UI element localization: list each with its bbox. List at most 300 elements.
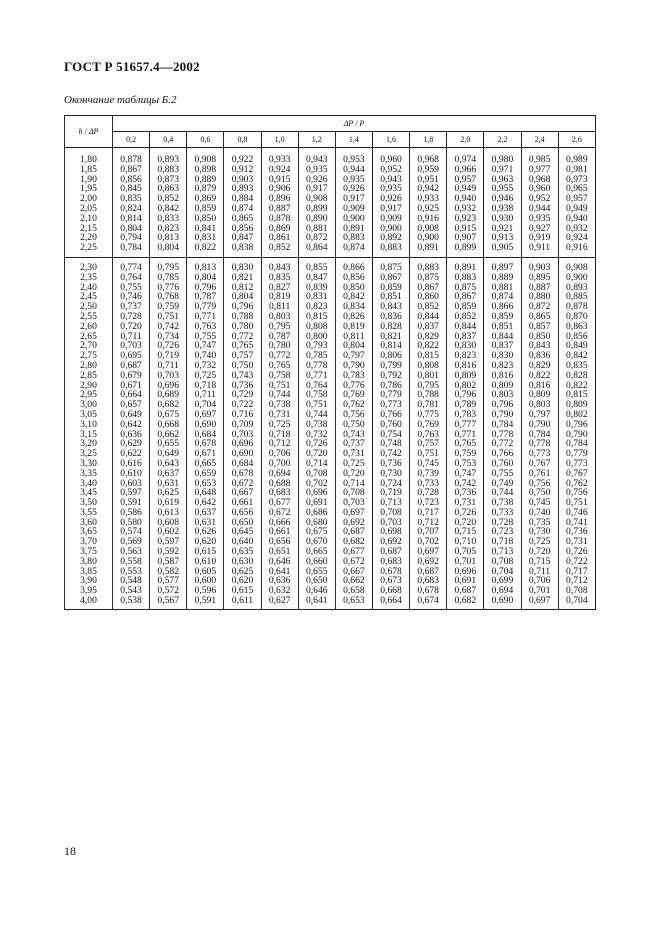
value-cell: 0,814	[113, 214, 150, 224]
value-cell: 0,660	[298, 557, 335, 567]
value-cell: 0,690	[484, 596, 521, 609]
value-cell: 0,852	[447, 312, 484, 322]
value-cell: 0,655	[150, 439, 187, 449]
value-cell: 0,682	[447, 596, 484, 609]
row-label-cell: 3,70	[65, 537, 113, 547]
value-cell: 0,865	[521, 312, 558, 322]
value-cell: 0,804	[113, 224, 150, 234]
value-cell: 0,762	[558, 479, 595, 489]
value-cell: 0,926	[372, 194, 409, 204]
value-cell: 0,899	[447, 243, 484, 257]
value-cell: 0,926	[335, 184, 372, 194]
row-label-cell: 3,10	[65, 420, 113, 430]
value-cell: 0,707	[410, 527, 447, 537]
value-cell: 0,680	[298, 518, 335, 528]
value-cell: 0,899	[298, 204, 335, 214]
value-cell: 0,622	[113, 449, 150, 459]
value-cell: 0,658	[335, 586, 372, 596]
value-cell: 0,678	[187, 439, 224, 449]
value-cell: 0,889	[484, 273, 521, 283]
value-cell: 0,903	[224, 175, 261, 185]
value-cell: 0,803	[484, 390, 521, 400]
value-cell: 0,692	[410, 557, 447, 567]
value-cell: 0,774	[113, 257, 150, 272]
value-cell: 0,857	[521, 322, 558, 332]
value-cell: 0,677	[261, 498, 298, 508]
value-cell: 0,813	[187, 257, 224, 272]
value-cell: 0,742	[150, 322, 187, 332]
value-cell: 0,811	[261, 302, 298, 312]
value-cell: 0,852	[410, 302, 447, 312]
value-cell: 0,649	[113, 410, 150, 420]
value-cell: 0,917	[335, 194, 372, 204]
value-cell: 0,704	[484, 567, 521, 577]
value-cell: 0,591	[187, 596, 224, 609]
value-cell: 0,678	[372, 567, 409, 577]
value-cell: 0,900	[558, 273, 595, 283]
value-cell: 0,767	[558, 469, 595, 479]
value-cell: 0,765	[447, 439, 484, 449]
value-cell: 0,893	[224, 184, 261, 194]
value-cell: 0,723	[410, 498, 447, 508]
value-cell: 0,710	[447, 537, 484, 547]
row-label-cell: 3,80	[65, 557, 113, 567]
value-cell: 0,797	[521, 410, 558, 420]
value-cell: 0,779	[372, 390, 409, 400]
row-label-cell: 2,25	[65, 243, 113, 257]
value-cell: 0,747	[447, 469, 484, 479]
value-cell: 0,828	[558, 371, 595, 381]
value-cell: 0,960	[521, 184, 558, 194]
value-cell: 0,908	[558, 257, 595, 272]
value-cell: 0,842	[558, 351, 595, 361]
value-cell: 0,642	[187, 498, 224, 508]
value-cell: 0,671	[113, 381, 150, 391]
table-row	[65, 194, 596, 204]
value-cell: 0,830	[224, 257, 261, 272]
row-label-cell: 3,50	[65, 498, 113, 508]
value-cell: 0,642	[113, 420, 150, 430]
value-cell: 0,747	[187, 341, 224, 351]
value-cell: 0,856	[335, 273, 372, 283]
value-cell: 0,842	[150, 204, 187, 214]
value-cell: 0,748	[372, 439, 409, 449]
value-cell: 0,764	[298, 381, 335, 391]
value-cell: 0,915	[261, 175, 298, 185]
value-cell: 0,750	[335, 420, 372, 430]
value-cell: 0,733	[484, 508, 521, 518]
row-label-cell: 1,85	[65, 165, 113, 175]
value-cell: 0,656	[224, 508, 261, 518]
value-cell: 0,809	[558, 400, 595, 410]
value-cell: 0,865	[224, 214, 261, 224]
value-cell: 0,708	[298, 469, 335, 479]
value-cell: 0,881	[298, 224, 335, 234]
value-cell: 0,577	[150, 576, 187, 586]
value-cell: 0,959	[410, 165, 447, 175]
value-cell: 0,678	[224, 469, 261, 479]
value-cell: 0,756	[335, 410, 372, 420]
value-cell: 0,968	[521, 175, 558, 185]
value-cell: 0,779	[187, 302, 224, 312]
value-cell: 0,921	[484, 224, 521, 234]
value-cell: 0,718	[261, 430, 298, 440]
value-cell: 0,839	[298, 283, 335, 293]
row-label-cell: 2,05	[65, 204, 113, 214]
value-cell: 0,700	[261, 459, 298, 469]
table-row	[65, 184, 596, 194]
value-cell: 0,625	[224, 567, 261, 577]
table-row	[65, 257, 596, 272]
value-cell: 0,728	[113, 312, 150, 322]
group-header: ΔP / P	[113, 116, 596, 132]
value-cell: 0,687	[372, 547, 409, 557]
value-cell: 0,844	[410, 312, 447, 322]
value-cell: 0,960	[372, 148, 409, 165]
table-row	[65, 292, 596, 302]
value-cell: 0,637	[150, 469, 187, 479]
value-cell: 0,905	[484, 243, 521, 257]
value-cell: 0,788	[410, 390, 447, 400]
table-row	[65, 488, 596, 498]
value-cell: 0,726	[298, 439, 335, 449]
value-cell: 0,760	[372, 420, 409, 430]
value-cell: 0,874	[224, 204, 261, 214]
value-cell: 0,714	[298, 459, 335, 469]
value-cell: 0,698	[372, 527, 409, 537]
value-cell: 0,702	[298, 479, 335, 489]
value-cell: 0,844	[484, 332, 521, 342]
value-cell: 0,613	[150, 508, 187, 518]
row-label-cell: 2,90	[65, 381, 113, 391]
value-cell: 0,843	[261, 257, 298, 272]
table-row	[65, 586, 596, 596]
value-cell: 0,615	[224, 586, 261, 596]
value-cell: 0,720	[335, 469, 372, 479]
value-cell: 0,859	[484, 312, 521, 322]
table-row	[65, 498, 596, 508]
value-cell: 0,855	[298, 257, 335, 272]
value-cell: 0,664	[113, 390, 150, 400]
value-cell: 0,703	[150, 371, 187, 381]
value-cell: 0,946	[484, 194, 521, 204]
table-row	[65, 400, 596, 410]
value-cell: 0,543	[113, 586, 150, 596]
value-cell: 0,837	[447, 332, 484, 342]
value-cell: 0,892	[372, 233, 409, 243]
value-cell: 0,682	[150, 400, 187, 410]
value-cell: 0,651	[261, 547, 298, 557]
value-cell: 0,729	[224, 390, 261, 400]
value-cell: 0,667	[224, 488, 261, 498]
value-cell: 0,736	[558, 527, 595, 537]
value-cell: 0,784	[558, 439, 595, 449]
value-cell: 0,859	[187, 204, 224, 214]
value-cell: 0,716	[224, 410, 261, 420]
value-cell: 0,603	[113, 479, 150, 489]
value-cell: 0,838	[224, 243, 261, 257]
row-label-header: h / ΔP	[65, 116, 113, 148]
value-cell: 0,703	[113, 341, 150, 351]
value-cell: 0,673	[372, 576, 409, 586]
value-cell: 0,889	[187, 175, 224, 185]
value-cell: 0,897	[484, 257, 521, 272]
row-label-cell: 3,55	[65, 508, 113, 518]
value-cell: 0,675	[150, 410, 187, 420]
value-cell: 0,867	[113, 165, 150, 175]
value-cell: 0,828	[372, 322, 409, 332]
value-cell: 0,736	[224, 381, 261, 391]
value-cell: 0,932	[558, 224, 595, 234]
value-cell: 0,688	[261, 479, 298, 489]
value-cell: 0,779	[558, 449, 595, 459]
value-cell: 0,744	[298, 410, 335, 420]
value-cell: 0,833	[150, 214, 187, 224]
table-row	[65, 283, 596, 293]
value-cell: 0,629	[113, 439, 150, 449]
value-cell: 0,706	[521, 576, 558, 586]
value-cell: 0,538	[113, 596, 150, 609]
value-cell: 0,666	[261, 518, 298, 528]
value-cell: 0,891	[447, 257, 484, 272]
value-cell: 0,690	[187, 420, 224, 430]
value-cell: 0,760	[484, 459, 521, 469]
table-row	[65, 233, 596, 243]
row-label-cell: 3,15	[65, 430, 113, 440]
row-label-cell: 2,15	[65, 224, 113, 234]
value-cell: 0,704	[558, 596, 595, 609]
value-cell: 0,745	[410, 459, 447, 469]
value-cell: 0,756	[558, 488, 595, 498]
value-cell: 0,777	[447, 420, 484, 430]
value-cell: 0,670	[298, 537, 335, 547]
value-cell: 0,689	[150, 390, 187, 400]
value-cell: 0,883	[150, 165, 187, 175]
value-cell: 0,953	[335, 148, 372, 165]
table-row	[65, 312, 596, 322]
value-cell: 0,769	[410, 420, 447, 430]
value-cell: 0,706	[261, 449, 298, 459]
value-cell: 0,831	[187, 233, 224, 243]
value-cell: 0,766	[484, 449, 521, 459]
value-cell: 0,702	[410, 537, 447, 547]
value-cell: 0,873	[150, 175, 187, 185]
value-cell: 0,799	[372, 361, 409, 371]
value-cell: 0,731	[558, 537, 595, 547]
value-cell: 0,664	[372, 596, 409, 609]
value-cell: 0,726	[150, 341, 187, 351]
row-label-cell: 2,10	[65, 214, 113, 224]
value-cell: 0,687	[113, 361, 150, 371]
table-row	[65, 224, 596, 234]
row-label-cell: 2,55	[65, 312, 113, 322]
value-cell: 0,694	[484, 586, 521, 596]
value-cell: 0,847	[224, 233, 261, 243]
value-cell: 0,720	[521, 547, 558, 557]
value-cell: 0,875	[447, 283, 484, 293]
value-cell: 0,756	[521, 479, 558, 489]
value-cell: 0,703	[224, 430, 261, 440]
value-cell: 0,804	[150, 243, 187, 257]
value-cell: 0,643	[150, 459, 187, 469]
column-header: 0,8	[224, 132, 261, 148]
value-cell: 0,850	[521, 332, 558, 342]
value-cell: 0,778	[484, 430, 521, 440]
value-cell: 0,739	[410, 469, 447, 479]
value-cell: 0,874	[335, 243, 372, 257]
value-cell: 0,883	[410, 257, 447, 272]
row-label-cell: 3,85	[65, 567, 113, 577]
value-cell: 0,932	[447, 204, 484, 214]
value-cell: 0,890	[298, 214, 335, 224]
value-cell: 0,816	[521, 381, 558, 391]
value-cell: 0,708	[484, 557, 521, 567]
table-body	[65, 148, 596, 610]
table-row	[65, 322, 596, 332]
value-cell: 0,708	[335, 488, 372, 498]
value-cell: 0,804	[335, 341, 372, 351]
value-cell: 0,811	[335, 332, 372, 342]
value-cell: 0,917	[298, 184, 335, 194]
value-cell: 0,697	[187, 410, 224, 420]
value-cell: 0,715	[447, 527, 484, 537]
row-label-cell: 3,25	[65, 449, 113, 459]
value-cell: 0,732	[298, 430, 335, 440]
value-cell: 0,913	[484, 233, 521, 243]
value-cell: 0,915	[447, 224, 484, 234]
value-cell: 0,653	[335, 596, 372, 609]
value-cell: 0,784	[484, 420, 521, 430]
value-cell: 0,900	[335, 214, 372, 224]
value-cell: 0,711	[150, 361, 187, 371]
value-cell: 0,944	[335, 165, 372, 175]
value-cell: 0,829	[521, 361, 558, 371]
value-cell: 0,916	[410, 214, 447, 224]
value-cell: 0,769	[335, 390, 372, 400]
value-cell: 0,985	[521, 148, 558, 165]
value-cell: 0,887	[521, 283, 558, 293]
value-cell: 0,736	[372, 459, 409, 469]
value-cell: 0,657	[113, 400, 150, 410]
value-cell: 0,668	[150, 420, 187, 430]
column-header: 0,4	[150, 132, 187, 148]
value-cell: 0,885	[558, 292, 595, 302]
row-label-cell: 1,95	[65, 184, 113, 194]
value-cell: 0,703	[372, 518, 409, 528]
value-cell: 0,665	[298, 547, 335, 557]
value-cell: 0,753	[447, 459, 484, 469]
row-label-cell: 2,35	[65, 273, 113, 283]
value-cell: 0,696	[224, 439, 261, 449]
value-cell: 0,661	[261, 527, 298, 537]
value-cell: 0,850	[335, 283, 372, 293]
value-cell: 0,751	[410, 449, 447, 459]
value-cell: 0,909	[335, 204, 372, 214]
value-cell: 0,746	[558, 508, 595, 518]
table-row	[65, 479, 596, 489]
value-cell: 0,620	[224, 576, 261, 586]
value-cell: 0,869	[187, 194, 224, 204]
value-cell: 0,802	[558, 410, 595, 420]
value-cell: 0,757	[224, 351, 261, 361]
value-cell: 0,764	[113, 273, 150, 283]
value-cell: 0,711	[521, 567, 558, 577]
value-cell: 0,626	[187, 527, 224, 537]
value-cell: 0,808	[410, 361, 447, 371]
value-cell: 0,631	[150, 479, 187, 489]
value-cell: 0,744	[484, 488, 521, 498]
value-cell: 0,916	[558, 243, 595, 257]
value-cell: 0,872	[521, 302, 558, 312]
value-cell: 0,655	[298, 567, 335, 577]
value-cell: 0,813	[150, 233, 187, 243]
table-row	[65, 214, 596, 224]
table-row	[65, 518, 596, 528]
value-cell: 0,830	[484, 351, 521, 361]
value-cell: 0,697	[521, 596, 558, 609]
table-row	[65, 410, 596, 420]
value-cell: 0,694	[261, 469, 298, 479]
value-cell: 0,926	[298, 175, 335, 185]
column-header: 1,4	[335, 132, 372, 148]
value-cell: 0,917	[372, 204, 409, 214]
value-cell: 0,684	[187, 430, 224, 440]
column-header: 2,2	[484, 132, 521, 148]
value-cell: 0,836	[372, 312, 409, 322]
table-row	[65, 390, 596, 400]
row-label-cell: 2,60	[65, 322, 113, 332]
value-cell: 0,641	[261, 567, 298, 577]
row-label-cell: 3,95	[65, 586, 113, 596]
value-cell: 0,935	[298, 165, 335, 175]
value-cell: 0,814	[372, 341, 409, 351]
value-cell: 0,772	[484, 439, 521, 449]
value-cell: 0,597	[113, 488, 150, 498]
row-label-cell: 2,45	[65, 292, 113, 302]
value-cell: 0,722	[224, 400, 261, 410]
value-cell: 0,714	[335, 479, 372, 489]
value-cell: 0,751	[558, 498, 595, 508]
value-cell: 0,684	[224, 459, 261, 469]
value-cell: 0,943	[372, 175, 409, 185]
table-row	[65, 537, 596, 547]
value-cell: 0,835	[558, 361, 595, 371]
value-cell: 0,750	[521, 488, 558, 498]
value-cell: 0,819	[261, 292, 298, 302]
value-cell: 0,682	[335, 537, 372, 547]
value-cell: 0,704	[187, 400, 224, 410]
value-cell: 0,823	[484, 361, 521, 371]
column-header: 1,6	[372, 132, 409, 148]
value-cell: 0,683	[261, 488, 298, 498]
value-cell: 0,893	[150, 148, 187, 165]
value-cell: 0,804	[187, 273, 224, 283]
table-row	[65, 341, 596, 351]
value-cell: 0,973	[558, 175, 595, 185]
value-cell: 0,641	[298, 596, 335, 609]
value-cell: 0,794	[113, 233, 150, 243]
value-cell: 0,900	[410, 233, 447, 243]
value-cell: 0,615	[187, 547, 224, 557]
value-cell: 0,778	[521, 439, 558, 449]
value-cell: 0,980	[484, 148, 521, 165]
value-cell: 0,755	[113, 283, 150, 293]
value-cell: 0,878	[113, 148, 150, 165]
value-cell: 0,662	[150, 430, 187, 440]
value-cell: 0,893	[558, 283, 595, 293]
value-cell: 0,722	[558, 557, 595, 567]
value-cell: 0,965	[558, 184, 595, 194]
